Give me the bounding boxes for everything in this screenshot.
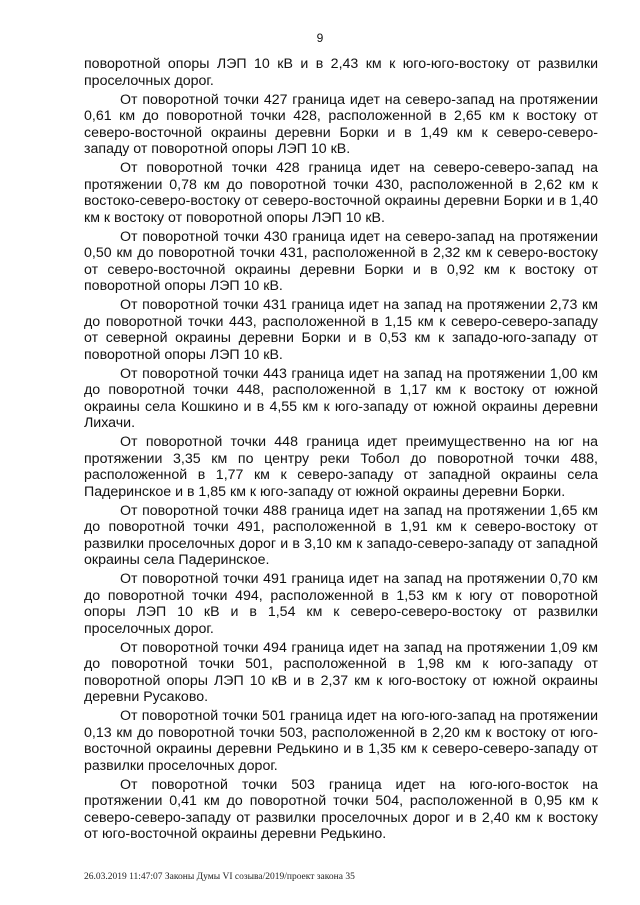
paragraph: От поворотной точки 427 граница идет на северо-запад на протяжении 0,61 км до поворотной точки 428, расположенной в 2,65 км к востоку от северо-восточной окраины деревни Борки и в 1,49 км к северо-северо-западу от поворотной опоры ЛЭП 10 кВ. bbox=[84, 91, 598, 157]
paragraph: От поворотной точки 501 граница идет на юго-юго-запад на протяжении 0,13 км до поворотной точки 503, расположенной в 2,20 км к востоку от юго-восточной окраины деревни Редькино и в 1,35 км к северо-северо-западу от развилки проселочных дорог. bbox=[84, 708, 598, 774]
paragraph: От поворотной точки 503 граница идет на юго-юго-восток на протяжении 0,41 км до поворотной точки 504, расположенной в 0,95 км к северо-северо-западу от развилки проселочных дорог и в 2,40 км к востоку от юго-восточной окраины деревни Редькино. bbox=[84, 776, 598, 842]
paragraph: От поворотной точки 443 граница идет на запад на протяжении 1,00 км до поворотной точки 448, расположенной в 1,17 км к востоку от южной окраины села Кошкино и в 4,55 км к юго-западу от южной окраины деревни Лихачи. bbox=[84, 365, 598, 431]
paragraph: От поворотной точки 431 граница идет на запад на протяжении 2,73 км до поворотной точки 443, расположенной в 1,15 км к северо-северо-западу от северной окраины деревни Борки и в 0,53 км к западо-юго-западу от поворотной опоры ЛЭП 10 кВ. bbox=[84, 297, 598, 363]
document-body bbox=[84, 56, 598, 845]
paragraph: От поворотной точки 428 граница идет на северо-северо-запад на протяжении 0,78 км до поворотной точки 430, расположенной в 2,62 км к востоко-северо-востоку от северо-восточной окраины деревни Борки и в 1,40 км к востоку от поворотной опоры ЛЭП 10 кВ. bbox=[84, 160, 598, 226]
paragraph: От поворотной точки 448 граница идет преимущественно на юг на протяжении 3,35 км по центру реки Тобол до поворотной точки 488, расположенной в 1,77 км к северо-западу от западной окраины села Падеринское и в 1,85 км к юго-западу от южной окраины деревни Борки. bbox=[84, 434, 598, 500]
paragraph: От поворотной точки 430 граница идет на северо-запад на протяжении 0,50 км до поворотной точки 431, расположенной в 2,32 км к северо-востоку от северо-восточной окраины деревни Борки и в 0,92 км к востоку от поворотной опоры ЛЭП 10 кВ. bbox=[84, 228, 598, 294]
footer: 26.03.2019 11:47:07 Законы Думы VI созыва/2019/проект закона 35 bbox=[84, 872, 355, 882]
paragraph: От поворотной точки 494 граница идет на запад на протяжении 1,09 км до поворотной точки 501, расположенной в 1,98 км к юго-западу от поворотной опоры ЛЭП 10 кВ и в 2,37 км к юго-востоку от южной окраины деревни Русаково. bbox=[84, 639, 598, 705]
paragraph: поворотной опоры ЛЭП 10 кВ и в 2,43 км к юго-юго-востоку от развилки проселочных дорог. bbox=[84, 56, 598, 89]
paragraph: От поворотной точки 488 граница идет на запад на протяжении 1,65 км до поворотной точки 491, расположенной в 1,91 км к северо-востоку от развилки проселочных дорог и в 3,10 км к западо-северо-западу от западной окраины села Падеринское. bbox=[84, 502, 598, 568]
paragraph: От поворотной точки 491 граница идет на запад на протяжении 0,70 км до поворотной точки 494, расположенной в 1,53 км к югу от поворотной опоры ЛЭП 10 кВ и в 1,54 км к северо-северо-востоку от развилки проселочных дорог. bbox=[84, 571, 598, 637]
page-number: 9 bbox=[316, 31, 324, 45]
